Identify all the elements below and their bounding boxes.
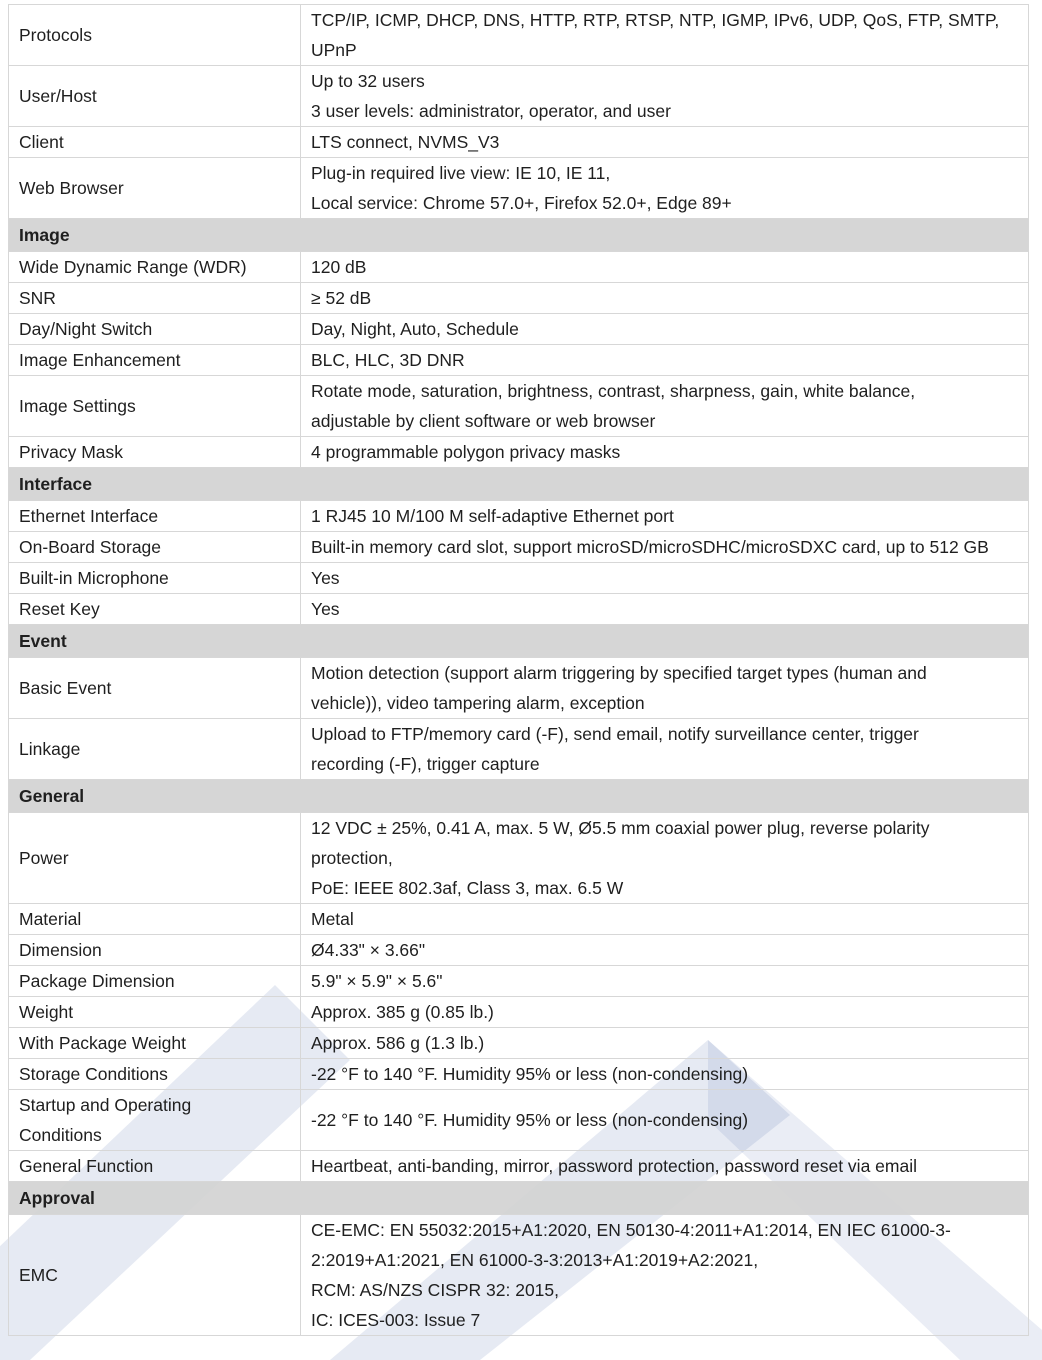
spec-label: Reset Key	[9, 594, 301, 625]
section-header	[9, 1182, 1029, 1215]
spec-row	[9, 997, 1029, 1028]
spec-value	[301, 1151, 1029, 1182]
spec-value	[301, 904, 1029, 935]
spec-value	[301, 1090, 1029, 1151]
spec-value-line: Metal	[311, 909, 354, 929]
section-title: Image	[9, 219, 1029, 252]
spec-label: Wide Dynamic Range (WDR)	[9, 252, 301, 283]
section-header	[9, 625, 1029, 658]
spec-row	[9, 658, 1029, 719]
spec-row	[9, 935, 1029, 966]
section-header	[9, 780, 1029, 813]
spec-label: Linkage	[9, 719, 301, 780]
spec-label: SNR	[9, 283, 301, 314]
spec-value-line: -22 °F to 140 °F. Humidity 95% or less (non-condensing)	[311, 1110, 749, 1130]
spec-value-line: Ø4.33" × 3.66"	[311, 940, 426, 960]
spec-value	[301, 532, 1029, 563]
spec-value-line: protection,	[311, 848, 393, 868]
spec-row	[9, 66, 1029, 127]
spec-value	[301, 314, 1029, 345]
spec-label: Power	[9, 813, 301, 904]
spec-row	[9, 719, 1029, 780]
spec-row	[9, 1028, 1029, 1059]
spec-value	[301, 1028, 1029, 1059]
spec-value-line: CE-EMC: EN 55032:2015+A1:2020, EN 50130-4:2011+A1:2014, EN IEC 61000-3-	[311, 1220, 951, 1240]
spec-value-line: LTS connect, NVMS_V3	[311, 132, 500, 152]
spec-value	[301, 594, 1029, 625]
spec-value	[301, 1059, 1029, 1090]
section-header	[9, 468, 1029, 501]
spec-row	[9, 563, 1029, 594]
section-title: Approval	[9, 1182, 1029, 1215]
spec-value-line: Heartbeat, anti-banding, mirror, password protection, password reset via email	[311, 1156, 917, 1176]
spec-row	[9, 5, 1029, 66]
spec-value-line: 120 dB	[311, 257, 367, 277]
spec-row	[9, 1215, 1029, 1336]
spec-value-line: 4 programmable polygon privacy masks	[311, 442, 621, 462]
spec-row	[9, 1090, 1029, 1151]
spec-value-line: Approx. 385 g (0.85 lb.)	[311, 1002, 494, 1022]
spec-row	[9, 437, 1029, 468]
spec-label: Startup and Operating Conditions	[9, 1090, 301, 1151]
spec-row	[9, 345, 1029, 376]
spec-row	[9, 813, 1029, 904]
spec-value	[301, 345, 1029, 376]
spec-row	[9, 904, 1029, 935]
spec-row	[9, 1151, 1029, 1182]
spec-value	[301, 501, 1029, 532]
spec-label: User/Host	[9, 66, 301, 127]
spec-value-line: 5.9" × 5.9" × 5.6"	[311, 971, 443, 991]
spec-value-line: UPnP	[311, 40, 357, 60]
spec-value-line: 1 RJ45 10 M/100 M self-adaptive Ethernet port	[311, 506, 674, 526]
spec-row	[9, 501, 1029, 532]
spec-row	[9, 283, 1029, 314]
spec-value	[301, 252, 1029, 283]
spec-value-line: ≥ 52 dB	[311, 288, 372, 308]
spec-label: Day/Night Switch	[9, 314, 301, 345]
spec-value-line: BLC, HLC, 3D DNR	[311, 350, 465, 370]
spec-row	[9, 532, 1029, 563]
spec-row	[9, 594, 1029, 625]
spec-label: Material	[9, 904, 301, 935]
spec-row	[9, 252, 1029, 283]
spec-value	[301, 719, 1029, 780]
spec-label: General Function	[9, 1151, 301, 1182]
spec-label: On-Board Storage	[9, 532, 301, 563]
spec-value-line: recording (-F), trigger capture	[311, 754, 540, 774]
spec-row	[9, 1059, 1029, 1090]
spec-label: Weight	[9, 997, 301, 1028]
spec-label: Dimension	[9, 935, 301, 966]
spec-value-line: 2:2019+A1:2021, EN 61000-3-3:2013+A1:2019+A2:2021,	[311, 1250, 759, 1270]
spec-value-line: vehicle)), video tampering alarm, exception	[311, 693, 645, 713]
spec-value-line: Plug-in required live view: IE 10, IE 11,	[311, 163, 611, 183]
spec-value	[301, 437, 1029, 468]
spec-value-line: Local service: Chrome 57.0+, Firefox 52.0+, Edge 89+	[311, 193, 732, 213]
spec-value-line: Approx. 586 g (1.3 lb.)	[311, 1033, 485, 1053]
spec-value-line: Yes	[311, 568, 340, 588]
spec-value	[301, 376, 1029, 437]
spec-value	[301, 283, 1029, 314]
section-header	[9, 219, 1029, 252]
spec-value-line: PoE: IEEE 802.3af, Class 3, max. 6.5 W	[311, 878, 624, 898]
spec-value-line: RCM: AS/NZS CISPR 32: 2015,	[311, 1280, 560, 1300]
spec-row	[9, 127, 1029, 158]
spec-label: Basic Event	[9, 658, 301, 719]
spec-row	[9, 966, 1029, 997]
spec-label: Client	[9, 127, 301, 158]
spec-value-line: Motion detection (support alarm triggering by specified target types (human and	[311, 663, 927, 683]
spec-label: Web Browser	[9, 158, 301, 219]
spec-row	[9, 158, 1029, 219]
spec-table	[8, 4, 1029, 1336]
spec-value-line: TCP/IP, ICMP, DHCP, DNS, HTTP, RTP, RTSP, NTP, IGMP, IPv6, UDP, QoS, FTP, SMTP,	[311, 10, 1000, 30]
section-title: General	[9, 780, 1029, 813]
spec-label: Protocols	[9, 5, 301, 66]
spec-value-line: Day, Night, Auto, Schedule	[311, 319, 519, 339]
spec-value-line: Up to 32 users	[311, 71, 425, 91]
spec-label: Image Enhancement	[9, 345, 301, 376]
spec-value-line: 3 user levels: administrator, operator, and user	[311, 101, 671, 121]
spec-label: Privacy Mask	[9, 437, 301, 468]
spec-value-line: -22 °F to 140 °F. Humidity 95% or less (non-condensing)	[311, 1064, 749, 1084]
spec-value	[301, 658, 1029, 719]
section-title: Event	[9, 625, 1029, 658]
spec-value	[301, 813, 1029, 904]
spec-value	[301, 158, 1029, 219]
spec-value-line: Rotate mode, saturation, brightness, contrast, sharpness, gain, white balance,	[311, 381, 916, 401]
spec-value	[301, 127, 1029, 158]
spec-value	[301, 66, 1029, 127]
spec-row	[9, 314, 1029, 345]
spec-value-line: 12 VDC ± 25%, 0.41 A, max. 5 W, Ø5.5 mm coaxial power plug, reverse polarity	[311, 818, 930, 838]
spec-row	[9, 376, 1029, 437]
spec-label: Image Settings	[9, 376, 301, 437]
spec-value-line: Yes	[311, 599, 340, 619]
spec-value	[301, 935, 1029, 966]
spec-label: With Package Weight	[9, 1028, 301, 1059]
spec-value-line: Upload to FTP/memory card (-F), send email, notify surveillance center, trigger	[311, 724, 919, 744]
spec-label: Ethernet Interface	[9, 501, 301, 532]
spec-value	[301, 563, 1029, 594]
section-title: Interface	[9, 468, 1029, 501]
spec-label: Storage Conditions	[9, 1059, 301, 1090]
spec-value-line: Built-in memory card slot, support microSD/microSDHC/microSDXC card, up to 512 GB	[311, 537, 989, 557]
spec-value	[301, 5, 1029, 66]
spec-label: Built-in Microphone	[9, 563, 301, 594]
spec-value-line: adjustable by client software or web browser	[311, 411, 656, 431]
spec-value	[301, 997, 1029, 1028]
spec-label: Package Dimension	[9, 966, 301, 997]
spec-value-line: IC: ICES-003: Issue 7	[311, 1310, 481, 1330]
spec-value	[301, 966, 1029, 997]
spec-label: EMC	[9, 1215, 301, 1336]
spec-value	[301, 1215, 1029, 1336]
